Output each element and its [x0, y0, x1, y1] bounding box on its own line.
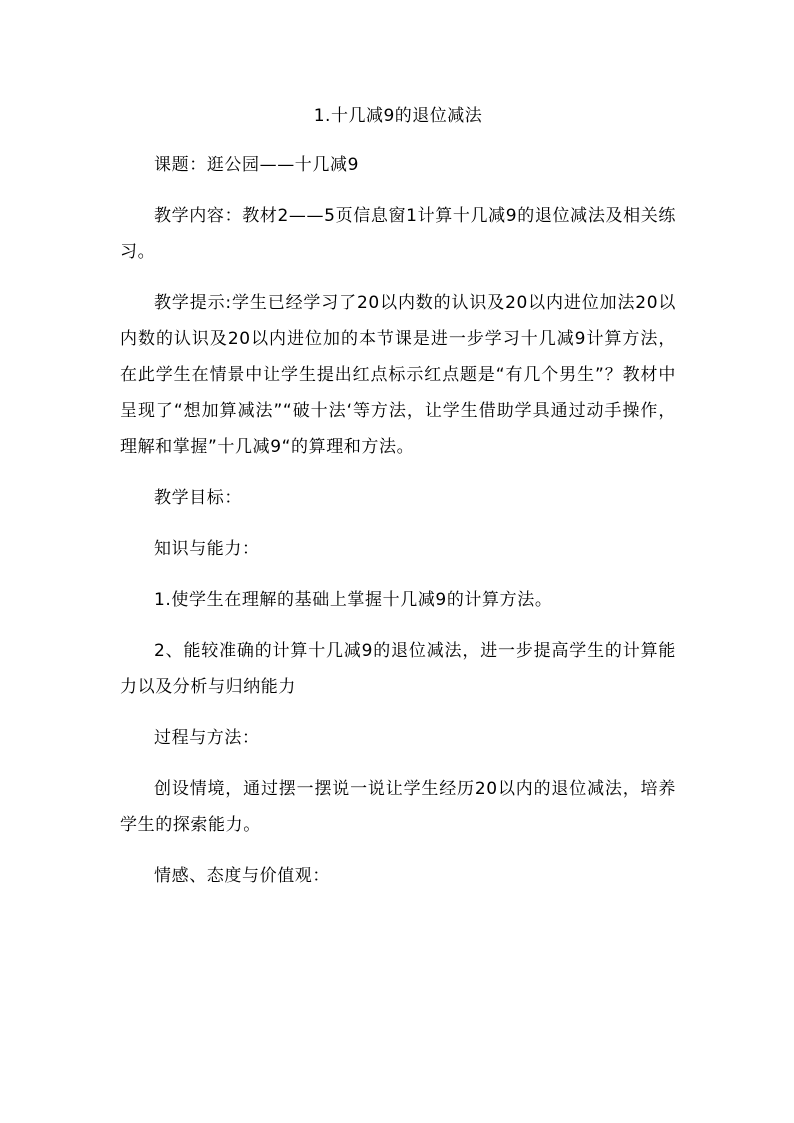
paragraph-goal-1: 1.使学生在理解的基础上掌握十几减9的计算方法。 — [154, 590, 553, 610]
paragraph-teaching-goals: 教学目标： — [154, 488, 242, 508]
paragraph-emotion-attitude: 情感、态度与价值观： — [154, 866, 330, 886]
paragraph-goal-2: 2、能较准确的计算十几减9的退位减法，进一步提高学生的计算能力以及分析与归纳能力 — [120, 641, 676, 697]
paragraph-situation: 创设情境，通过摆一摆说一说让学生经历20以内的退位减法，培养学生的探索能力。 — [120, 779, 676, 835]
paragraph-teaching-content: 教学内容：教材2——5页信息窗1计算十几减9的退位减法及相关练习。 — [120, 206, 676, 262]
paragraph-process-method: 过程与方法： — [154, 728, 260, 748]
paragraph-teaching-hints: 教学提示:学生已经学习了20以内数的认识及20以内进位加法20以内数的认识及20以内进位加的本节课是进一步学习十几减9计算方法，在此学生在情景中让学生提出红点标示红点题是“有几个男生”？教材中呈现了“想加算减法”“破十法‘等方法，让学生借助学具通过动手操作，理解和掌握”十几减9“的算理和方法。 — [120, 293, 676, 457]
document-title: 1.十几减9的退位减法 — [313, 106, 483, 126]
paragraph-knowledge-ability: 知识与能力： — [154, 539, 260, 559]
paragraph-topic: 课题：逛公园——十几减9 — [154, 155, 360, 175]
document-body — [120, 100, 676, 909]
